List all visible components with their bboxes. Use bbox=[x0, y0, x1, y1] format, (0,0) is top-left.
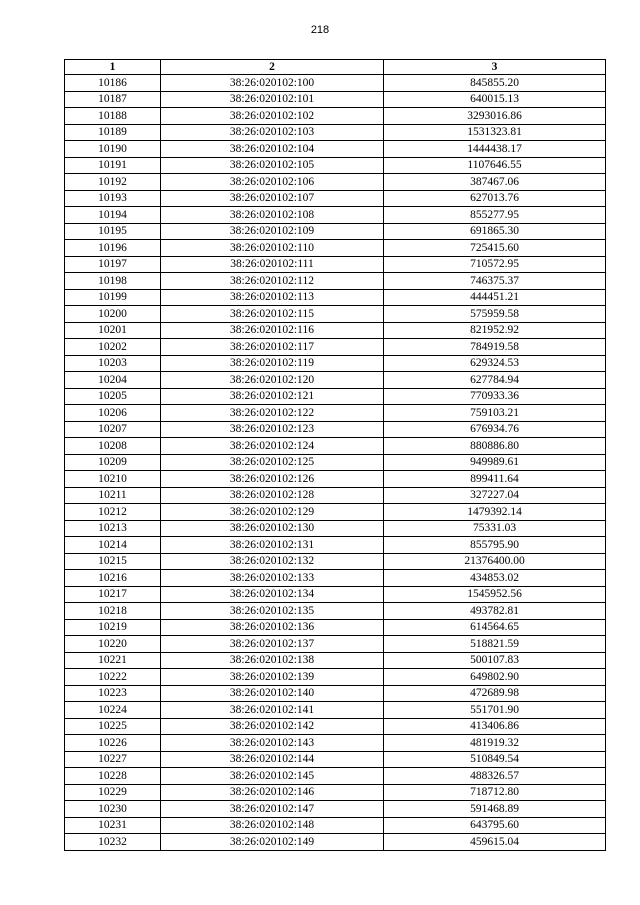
cadastral-number-cell: 38:26:020102:144 bbox=[161, 751, 384, 768]
table-row bbox=[65, 355, 606, 372]
row-number-cell: 10204 bbox=[65, 372, 161, 389]
value-cell: 710572.95 bbox=[384, 256, 606, 273]
row-number-cell: 10213 bbox=[65, 520, 161, 537]
table-row bbox=[65, 322, 606, 339]
row-number-cell: 10215 bbox=[65, 553, 161, 570]
value-cell: 880886.80 bbox=[384, 438, 606, 455]
row-number-cell: 10208 bbox=[65, 438, 161, 455]
value-cell: 629324.53 bbox=[384, 355, 606, 372]
value-cell: 551701.90 bbox=[384, 702, 606, 719]
row-number-cell: 10214 bbox=[65, 537, 161, 554]
table-row bbox=[65, 553, 606, 570]
cadastral-number-cell: 38:26:020102:137 bbox=[161, 636, 384, 653]
cadastral-number-cell: 38:26:020102:147 bbox=[161, 801, 384, 818]
value-cell: 691865.30 bbox=[384, 223, 606, 240]
table-row bbox=[65, 735, 606, 752]
row-number-cell: 10226 bbox=[65, 735, 161, 752]
row-number-cell: 10193 bbox=[65, 190, 161, 207]
table-row bbox=[65, 504, 606, 521]
row-number-cell: 10231 bbox=[65, 817, 161, 834]
cadastral-number-cell: 38:26:020102:139 bbox=[161, 669, 384, 686]
row-number-cell: 10194 bbox=[65, 207, 161, 224]
row-number-cell: 10187 bbox=[65, 91, 161, 108]
cadastral-number-cell: 38:26:020102:108 bbox=[161, 207, 384, 224]
table-row bbox=[65, 438, 606, 455]
cadastral-number-cell: 38:26:020102:105 bbox=[161, 157, 384, 174]
cadastral-number-cell: 38:26:020102:104 bbox=[161, 141, 384, 158]
table-row bbox=[65, 91, 606, 108]
value-cell: 640015.13 bbox=[384, 91, 606, 108]
value-cell: 718712.80 bbox=[384, 784, 606, 801]
cadastral-number-cell: 38:26:020102:126 bbox=[161, 471, 384, 488]
value-cell: 759103.21 bbox=[384, 405, 606, 422]
table-row bbox=[65, 487, 606, 504]
cadastral-number-cell: 38:26:020102:101 bbox=[161, 91, 384, 108]
row-number-cell: 10190 bbox=[65, 141, 161, 158]
table-row bbox=[65, 784, 606, 801]
row-number-cell: 10227 bbox=[65, 751, 161, 768]
table-row bbox=[65, 339, 606, 356]
row-number-cell: 10199 bbox=[65, 289, 161, 306]
cadastral-number-cell: 38:26:020102:109 bbox=[161, 223, 384, 240]
table-row bbox=[65, 124, 606, 141]
row-number-cell: 10189 bbox=[65, 124, 161, 141]
value-cell: 518821.59 bbox=[384, 636, 606, 653]
table-row bbox=[65, 702, 606, 719]
cadastral-number-cell: 38:26:020102:121 bbox=[161, 388, 384, 405]
value-cell: 488326.57 bbox=[384, 768, 606, 785]
cadastral-number-cell: 38:26:020102:133 bbox=[161, 570, 384, 587]
cadastral-number-cell: 38:26:020102:131 bbox=[161, 537, 384, 554]
row-number-cell: 10223 bbox=[65, 685, 161, 702]
column-header-3: 3 bbox=[384, 60, 606, 75]
cadastral-number-cell: 38:26:020102:135 bbox=[161, 603, 384, 620]
row-number-cell: 10197 bbox=[65, 256, 161, 273]
value-cell: 821952.92 bbox=[384, 322, 606, 339]
cadastral-number-cell: 38:26:020102:117 bbox=[161, 339, 384, 356]
table-row bbox=[65, 108, 606, 125]
cadastral-number-cell: 38:26:020102:103 bbox=[161, 124, 384, 141]
row-number-cell: 10218 bbox=[65, 603, 161, 620]
table-row bbox=[65, 520, 606, 537]
row-number-cell: 10211 bbox=[65, 487, 161, 504]
value-cell: 746375.37 bbox=[384, 273, 606, 290]
row-number-cell: 10216 bbox=[65, 570, 161, 587]
table-row bbox=[65, 603, 606, 620]
table-row bbox=[65, 834, 606, 851]
table-row bbox=[65, 207, 606, 224]
value-cell: 770933.36 bbox=[384, 388, 606, 405]
value-cell: 1479392.14 bbox=[384, 504, 606, 521]
row-number-cell: 10217 bbox=[65, 586, 161, 603]
value-cell: 493782.81 bbox=[384, 603, 606, 620]
row-number-cell: 10186 bbox=[65, 75, 161, 92]
table-row bbox=[65, 570, 606, 587]
value-cell: 459615.04 bbox=[384, 834, 606, 851]
row-number-cell: 10222 bbox=[65, 669, 161, 686]
value-cell: 21376400.00 bbox=[384, 553, 606, 570]
row-number-cell: 10230 bbox=[65, 801, 161, 818]
table-row bbox=[65, 273, 606, 290]
column-header-2: 2 bbox=[161, 60, 384, 75]
page-number: 218 bbox=[310, 24, 330, 36]
row-number-cell: 10220 bbox=[65, 636, 161, 653]
table-row bbox=[65, 652, 606, 669]
cadastral-number-cell: 38:26:020102:112 bbox=[161, 273, 384, 290]
cadastral-number-cell: 38:26:020102:125 bbox=[161, 454, 384, 471]
value-cell: 899411.64 bbox=[384, 471, 606, 488]
row-number-cell: 10209 bbox=[65, 454, 161, 471]
cadastral-number-cell: 38:26:020102:136 bbox=[161, 619, 384, 636]
row-number-cell: 10200 bbox=[65, 306, 161, 323]
value-cell: 676934.76 bbox=[384, 421, 606, 438]
cadastral-number-cell: 38:26:020102:110 bbox=[161, 240, 384, 257]
value-cell: 725415.60 bbox=[384, 240, 606, 257]
data-table bbox=[64, 59, 606, 851]
table-row bbox=[65, 240, 606, 257]
table-row bbox=[65, 669, 606, 686]
value-cell: 855795.90 bbox=[384, 537, 606, 554]
row-number-cell: 10205 bbox=[65, 388, 161, 405]
value-cell: 1545952.56 bbox=[384, 586, 606, 603]
table-row bbox=[65, 75, 606, 92]
table-row bbox=[65, 768, 606, 785]
table-row bbox=[65, 801, 606, 818]
row-number-cell: 10212 bbox=[65, 504, 161, 521]
cadastral-number-cell: 38:26:020102:128 bbox=[161, 487, 384, 504]
row-number-cell: 10224 bbox=[65, 702, 161, 719]
value-cell: 575959.58 bbox=[384, 306, 606, 323]
row-number-cell: 10202 bbox=[65, 339, 161, 356]
cadastral-number-cell: 38:26:020102:129 bbox=[161, 504, 384, 521]
row-number-cell: 10191 bbox=[65, 157, 161, 174]
row-number-cell: 10198 bbox=[65, 273, 161, 290]
cadastral-number-cell: 38:26:020102:120 bbox=[161, 372, 384, 389]
cadastral-number-cell: 38:26:020102:145 bbox=[161, 768, 384, 785]
cadastral-number-cell: 38:26:020102:138 bbox=[161, 652, 384, 669]
value-cell: 845855.20 bbox=[384, 75, 606, 92]
cadastral-number-cell: 38:26:020102:132 bbox=[161, 553, 384, 570]
table-row bbox=[65, 157, 606, 174]
value-cell: 481919.32 bbox=[384, 735, 606, 752]
value-cell: 510849.54 bbox=[384, 751, 606, 768]
row-number-cell: 10203 bbox=[65, 355, 161, 372]
value-cell: 949989.61 bbox=[384, 454, 606, 471]
row-number-cell: 10201 bbox=[65, 322, 161, 339]
table-row bbox=[65, 289, 606, 306]
column-header-1: 1 bbox=[65, 60, 161, 75]
value-cell: 784919.58 bbox=[384, 339, 606, 356]
cadastral-number-cell: 38:26:020102:130 bbox=[161, 520, 384, 537]
cadastral-number-cell: 38:26:020102:123 bbox=[161, 421, 384, 438]
table-row bbox=[65, 405, 606, 422]
cadastral-number-cell: 38:26:020102:107 bbox=[161, 190, 384, 207]
table-row bbox=[65, 306, 606, 323]
cadastral-number-cell: 38:26:020102:122 bbox=[161, 405, 384, 422]
cadastral-number-cell: 38:26:020102:142 bbox=[161, 718, 384, 735]
row-number-cell: 10225 bbox=[65, 718, 161, 735]
table-row bbox=[65, 372, 606, 389]
value-cell: 413406.86 bbox=[384, 718, 606, 735]
value-cell: 434853.02 bbox=[384, 570, 606, 587]
cadastral-number-cell: 38:26:020102:143 bbox=[161, 735, 384, 752]
table-row bbox=[65, 223, 606, 240]
row-number-cell: 10219 bbox=[65, 619, 161, 636]
cadastral-number-cell: 38:26:020102:106 bbox=[161, 174, 384, 191]
table-row bbox=[65, 471, 606, 488]
table-row bbox=[65, 421, 606, 438]
row-number-cell: 10195 bbox=[65, 223, 161, 240]
row-number-cell: 10232 bbox=[65, 834, 161, 851]
row-number-cell: 10196 bbox=[65, 240, 161, 257]
cadastral-number-cell: 38:26:020102:148 bbox=[161, 817, 384, 834]
table-row bbox=[65, 718, 606, 735]
row-number-cell: 10228 bbox=[65, 768, 161, 785]
table-row bbox=[65, 190, 606, 207]
value-cell: 649802.90 bbox=[384, 669, 606, 686]
row-number-cell: 10221 bbox=[65, 652, 161, 669]
table-row bbox=[65, 685, 606, 702]
row-number-cell: 10188 bbox=[65, 108, 161, 125]
cadastral-number-cell: 38:26:020102:149 bbox=[161, 834, 384, 851]
value-cell: 591468.89 bbox=[384, 801, 606, 818]
table-row bbox=[65, 256, 606, 273]
value-cell: 1531323.81 bbox=[384, 124, 606, 141]
value-cell: 75331.03 bbox=[384, 520, 606, 537]
table-row bbox=[65, 636, 606, 653]
cadastral-number-cell: 38:26:020102:141 bbox=[161, 702, 384, 719]
cadastral-number-cell: 38:26:020102:116 bbox=[161, 322, 384, 339]
table-row bbox=[65, 537, 606, 554]
value-cell: 1107646.55 bbox=[384, 157, 606, 174]
header-row bbox=[65, 60, 606, 75]
cadastral-number-cell: 38:26:020102:146 bbox=[161, 784, 384, 801]
cadastral-number-cell: 38:26:020102:124 bbox=[161, 438, 384, 455]
cadastral-number-cell: 38:26:020102:102 bbox=[161, 108, 384, 125]
cadastral-number-cell: 38:26:020102:115 bbox=[161, 306, 384, 323]
value-cell: 643795.60 bbox=[384, 817, 606, 834]
cadastral-number-cell: 38:26:020102:119 bbox=[161, 355, 384, 372]
value-cell: 855277.95 bbox=[384, 207, 606, 224]
cadastral-number-cell: 38:26:020102:111 bbox=[161, 256, 384, 273]
table-row bbox=[65, 817, 606, 834]
value-cell: 500107.83 bbox=[384, 652, 606, 669]
table-row bbox=[65, 454, 606, 471]
value-cell: 327227.04 bbox=[384, 487, 606, 504]
cadastral-number-cell: 38:26:020102:113 bbox=[161, 289, 384, 306]
value-cell: 472689.98 bbox=[384, 685, 606, 702]
value-cell: 627784.94 bbox=[384, 372, 606, 389]
row-number-cell: 10210 bbox=[65, 471, 161, 488]
cadastral-number-cell: 38:26:020102:134 bbox=[161, 586, 384, 603]
table-row bbox=[65, 388, 606, 405]
cadastral-number-cell: 38:26:020102:100 bbox=[161, 75, 384, 92]
row-number-cell: 10192 bbox=[65, 174, 161, 191]
value-cell: 1444438.17 bbox=[384, 141, 606, 158]
value-cell: 444451.21 bbox=[384, 289, 606, 306]
table-row bbox=[65, 586, 606, 603]
value-cell: 614564.65 bbox=[384, 619, 606, 636]
table-row bbox=[65, 174, 606, 191]
table-row bbox=[65, 751, 606, 768]
value-cell: 627013.76 bbox=[384, 190, 606, 207]
row-number-cell: 10207 bbox=[65, 421, 161, 438]
table-row bbox=[65, 141, 606, 158]
table-body bbox=[65, 75, 606, 851]
value-cell: 387467.06 bbox=[384, 174, 606, 191]
cadastral-number-cell: 38:26:020102:140 bbox=[161, 685, 384, 702]
row-number-cell: 10229 bbox=[65, 784, 161, 801]
table-row bbox=[65, 619, 606, 636]
value-cell: 3293016.86 bbox=[384, 108, 606, 125]
row-number-cell: 10206 bbox=[65, 405, 161, 422]
